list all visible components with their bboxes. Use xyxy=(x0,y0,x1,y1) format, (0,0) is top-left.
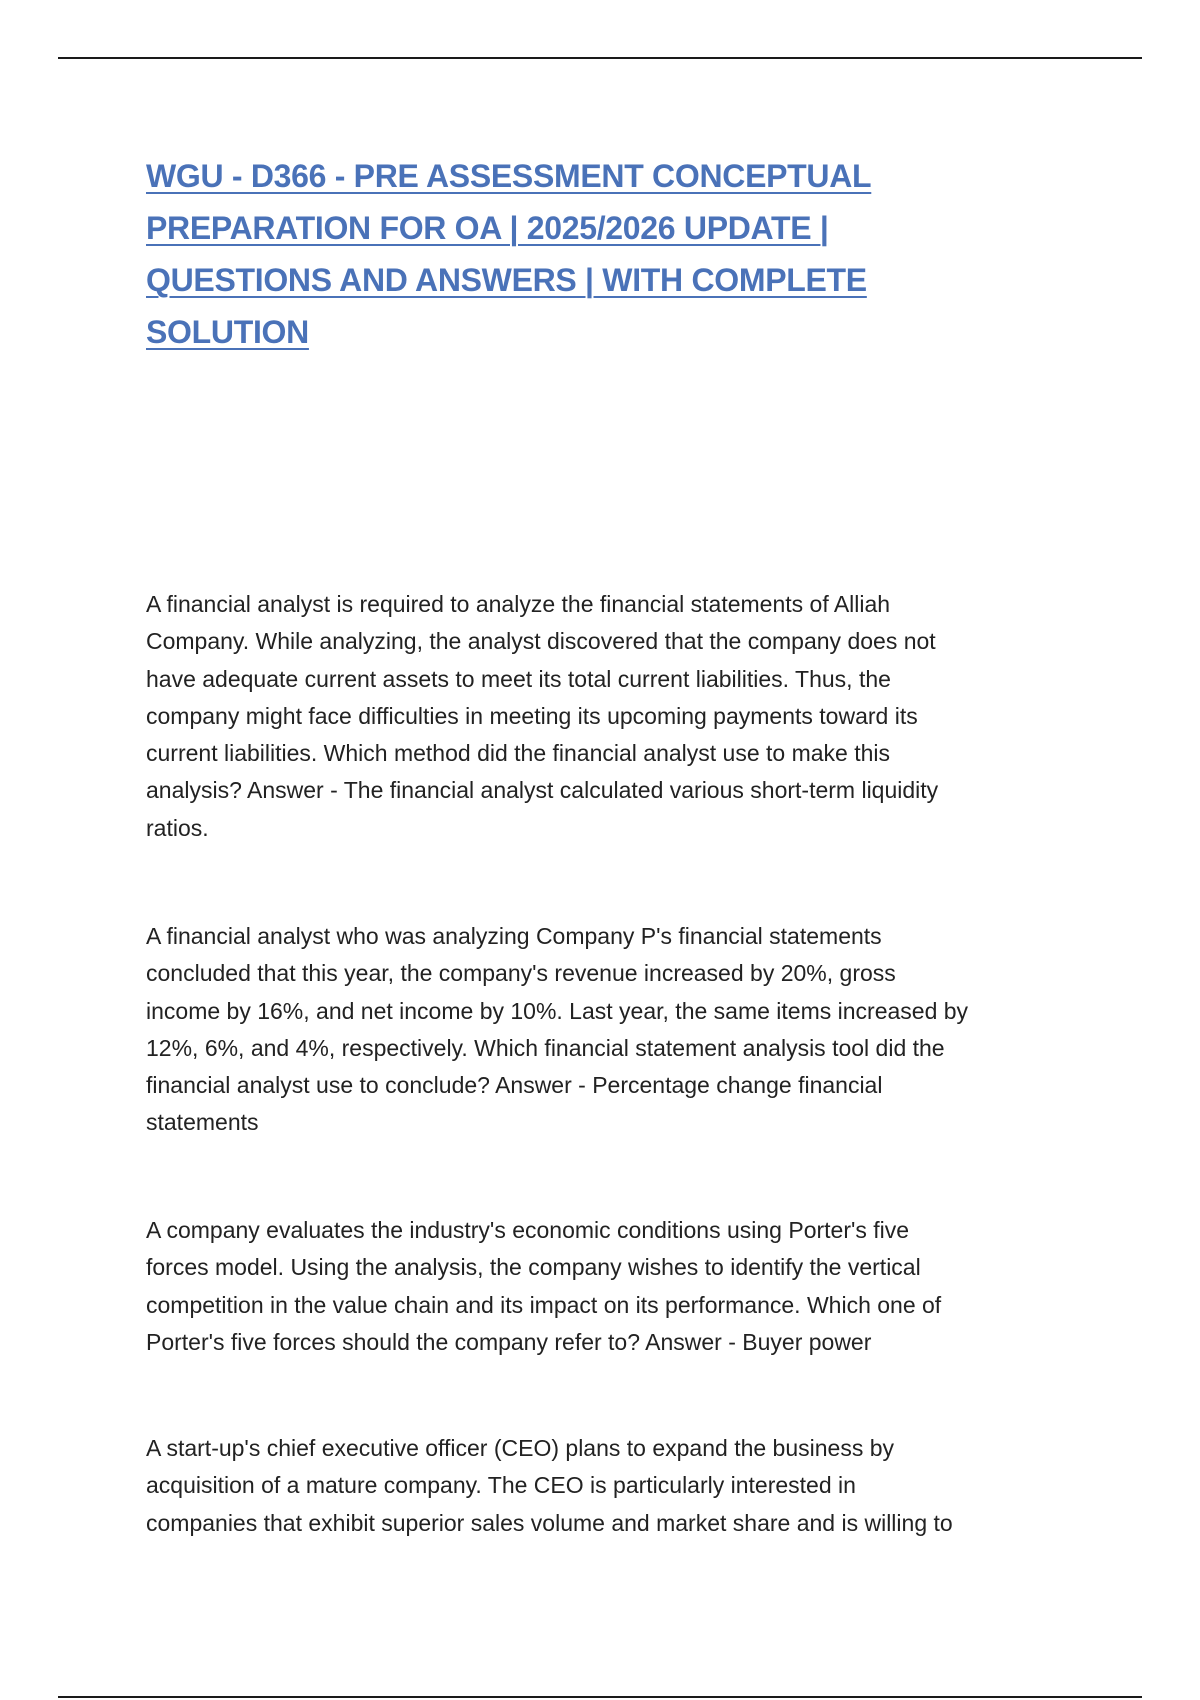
qa-item-percentage-change xyxy=(146,918,1076,1142)
qa-item-startup-acquisition xyxy=(146,1430,1076,1542)
text-line: income by 16%, and net income by 10%. Last year, the same items increased by xyxy=(146,997,969,1024)
text-line: concluded that this year, the company's revenue increased by 20%, gross xyxy=(146,960,896,987)
text-line: competition in the value chain and its impact on its performance. Which one of xyxy=(146,1291,942,1318)
text-line: statements xyxy=(146,1109,259,1136)
text-line: financial analyst use to conclude? Answer - Percentage change financial xyxy=(146,1072,883,1099)
text-line: 12%, 6%, and 4%, respectively. Which financial statement analysis tool did the xyxy=(146,1034,945,1061)
text-line: company might face difficulties in meeting its upcoming payments toward its xyxy=(146,702,918,729)
text-line: A financial analyst is required to analyze the financial statements of Alliah xyxy=(146,591,891,617)
text-line: A start-up's chief executive officer (CEO) plans to expand the business by xyxy=(146,1435,895,1461)
title-line xyxy=(146,254,966,306)
title-line xyxy=(146,306,966,358)
text-line: current liabilities. Which method did the financial analyst use to make this xyxy=(146,740,891,767)
document-title-link[interactable] xyxy=(146,150,966,358)
text-line: Company. While analyzing, the analyst discovered that the company does not xyxy=(146,628,936,655)
footer-rule xyxy=(58,1696,1142,1698)
text-line: Porter's five forces should the company refer to? Answer - Buyer power xyxy=(146,1328,872,1355)
text-line: companies that exhibit superior sales volume and market share and is willing to xyxy=(146,1509,953,1536)
text-line: acquisition of a mature company. The CEO is particularly interested in xyxy=(146,1472,856,1499)
qa-item-liquidity-ratios xyxy=(146,586,1076,847)
text-line: forces model. Using the analysis, the company wishes to identify the vertical xyxy=(146,1254,921,1281)
title-link-segment[interactable]: WGU - D366 - PRE ASSESSMENT CONCEPTUAL xyxy=(146,158,872,194)
title-link-segment[interactable]: QUESTIONS AND ANSWERS | WITH COMPLETE xyxy=(146,262,867,298)
title-line xyxy=(146,150,966,202)
qa-item-porters-five-forces xyxy=(146,1212,1076,1361)
text-line: ratios. xyxy=(146,814,209,841)
title-line xyxy=(146,202,966,254)
text-line: analysis? Answer - The financial analyst calculated various short-term liquidity xyxy=(146,777,939,804)
text-line: A financial analyst who was analyzing Company P's financial statements xyxy=(146,923,882,949)
title-link-segment[interactable]: SOLUTION xyxy=(146,314,309,350)
header-rule xyxy=(58,57,1142,59)
text-line: have adequate current assets to meet its total current liabilities. Thus, the xyxy=(146,665,891,692)
text-line: A company evaluates the industry's economic conditions using Porter's five xyxy=(146,1217,910,1243)
title-link-segment[interactable]: PREPARATION FOR OA | 2025/2026 UPDATE | xyxy=(146,210,829,246)
